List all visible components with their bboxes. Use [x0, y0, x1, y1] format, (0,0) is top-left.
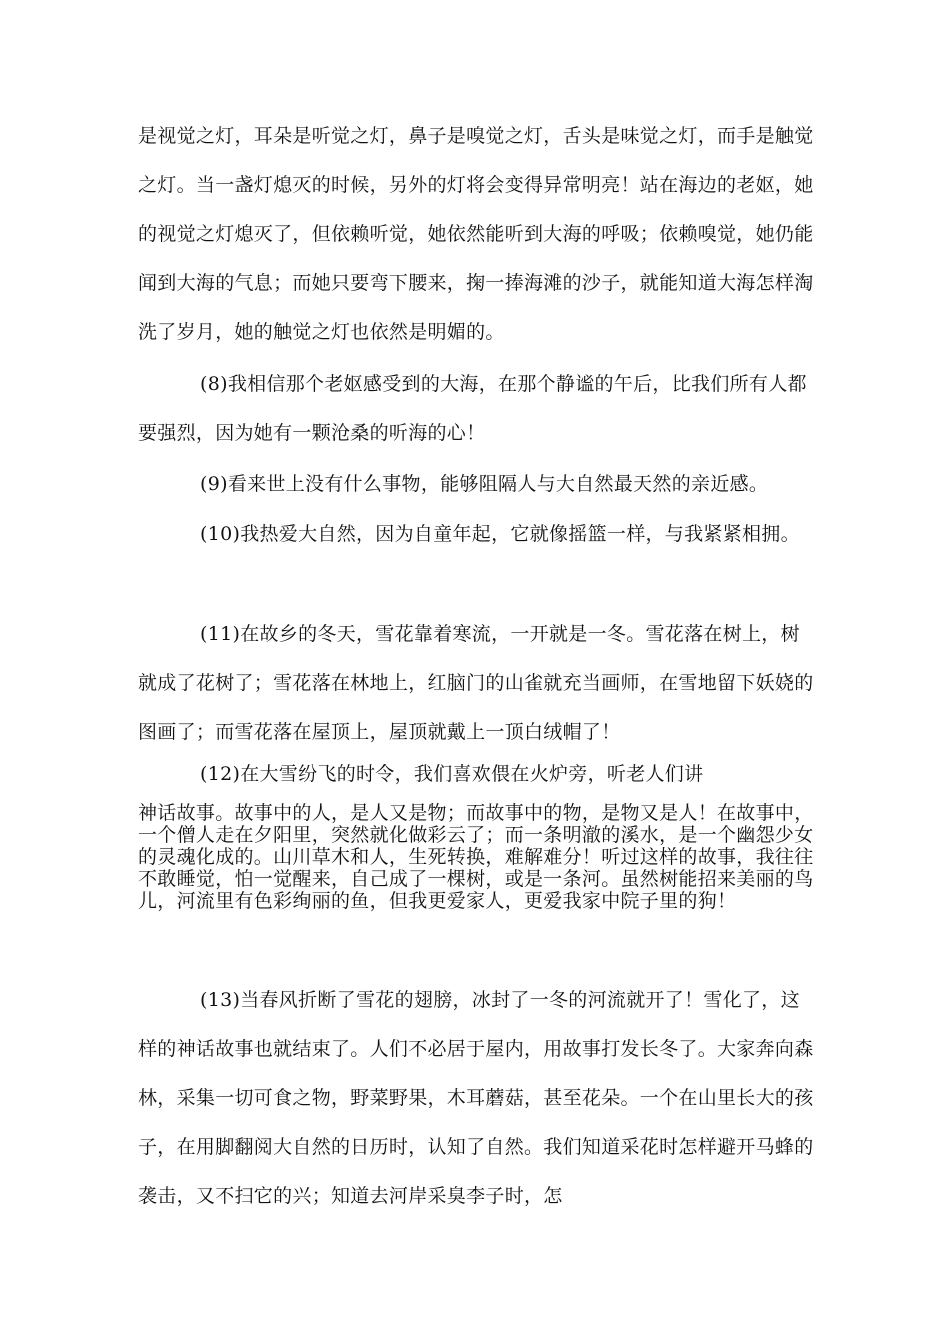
paragraph-12-rest: 神话故事。故事中的人，是人又是物；而故事中的物，是物又是人！在故事中，一个僧人走在夕阳里，突然就化做彩云了；而一条明澈的溪水，是一个幽怨少女的灵魂化成的。山川草木和人，生死转换，难解难分！听过这样的故事，我往往不敢睡觉，怕一觉醒来，自己成了一棵树，或是一条河。虽然树能招来美丽的鸟儿，河流里有色彩绚丽的鱼，但我更爱家人，更爱我家中院子里的狗！ [138, 802, 814, 912]
paragraph-12-start: (12)在大雪纷飞的时令，我们喜欢偎在火炉旁，听老人们讲 [200, 763, 704, 785]
paragraph-continued: 是视觉之灯，耳朵是听觉之灯，鼻子是嗅觉之灯，舌头是味觉之灯，而手是触觉之灯。当一盏灯熄灭的时候，另外的灯将会变得异常明亮！站在海边的老妪，她的视觉之灯熄灭了，但依赖听觉，她依然能听到大海的呼吸；依赖嗅觉，她仍能闻到大海的气息；而她只要弯下腰来，掬一捧海滩的沙子，就能知道大海怎样淘洗了岁月，她的触觉之灯也依然是明媚的。 [138, 125, 814, 343]
paragraph-9: (9)看来世上没有什么事物，能够阻隔人与大自然最天然的亲近感。 [200, 473, 769, 495]
paragraph-8: (8)我相信那个老妪感受到的大海，在那个静谧的午后，比我们所有人都要强烈，因为她有一颗沧桑的听海的心！ [138, 373, 807, 444]
paragraph-11: (11)在故乡的冬天，雪花靠着寒流，一开就是一冬。雪花落在树上，树就成了花树了；雪花落在林地上，红脑门的山雀就充当画师，在雪地留下妖娆的图画了；而雪花落在屋顶上，屋顶就戴上一顶白绒帽了！ [138, 623, 814, 743]
paragraph-10: (10)我热爱大自然，因为自童年起，它就像摇篮一样，与我紧紧相拥。 [200, 523, 800, 545]
paragraph-13: (13)当春风折断了雪花的翅膀，冰封了一冬的河流就开了！雪化了，这样的神话故事也就结束了。人们不必居于屋内，用故事打发长冬了。大家奔向森林，采集一切可食之物，野菜野果，木耳蘑菇，甚至花朵。一个在山里长大的孩子，在用脚翻阅大自然的日历时，认知了自然。我们知道采花时怎样避开马蜂的袭击，又不扫它的兴；知道去河岸采臭李子时，怎 [138, 989, 814, 1207]
